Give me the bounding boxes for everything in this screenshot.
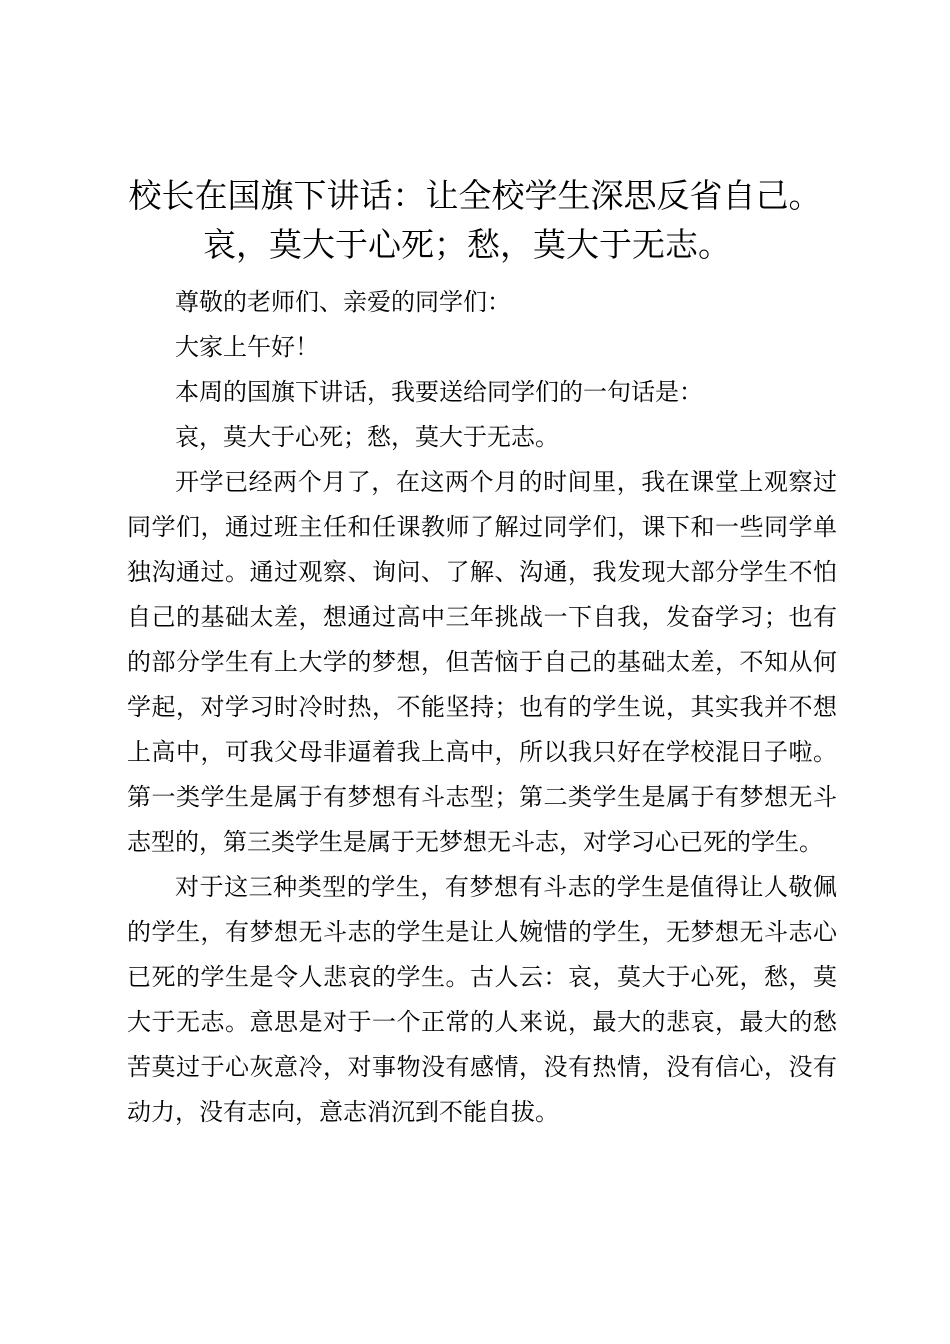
- document-title: 校长在国旗下讲话：让全校学生深思反省自己。: [128, 176, 822, 215]
- quote-paragraph: 哀，莫大于心死；愁，莫大于无志。: [175, 423, 559, 451]
- body-paragraph: 开学已经两个月了，在这两个月的时间里，我在课堂上观察过同学们，通过班主任和任课教师了解过同学们，课下和一些同学单独沟通过。通过观察、询问、了解、沟通，我发现大部分学生不怕自己的基础太差，想通过高中三年挑战一下自我，发奋学习；也有的部分学生有上大学的梦想，但苦恼于自己的基础太差，不知从何学起，对学习时冷时热，不能坚持；也有的学生说，其实我并不想上高中，可我父母非逼着我上高中，所以我只好在学校混日子啦。第一类学生是属于有梦想有斗志型；第二类学生是属于有梦想无斗志型的，第三类学生是属于无梦想无斗志，对学习心已死的学生。: [127, 468, 837, 856]
- document-body: [127, 280, 837, 1135]
- greeting: 大家上午好！: [175, 333, 319, 361]
- salutation: 尊敬的老师们、亲爱的同学们：: [175, 288, 511, 316]
- body-paragraph: 对于这三种类型的学生，有梦想有斗志的学生是值得让人敬佩的学生，有梦想无斗志的学生是让人婉惜的学生，无梦想无斗志心已死的学生是令人悲哀的学生。古人云：哀，莫大于心死，愁，莫大于无志。意思是对于一个正常的人来说，最大的悲哀，最大的愁苦莫过于心灰意冷，对事物没有感情，没有热情，没有信心，没有动力，没有志向，意志消沉到不能自拔。: [127, 873, 837, 1126]
- intro-paragraph: 本周的国旗下讲话，我要送给同学们的一句话是：: [175, 378, 703, 406]
- document-subtitle: 哀，莫大于心死；愁，莫大于无志。: [203, 225, 731, 264]
